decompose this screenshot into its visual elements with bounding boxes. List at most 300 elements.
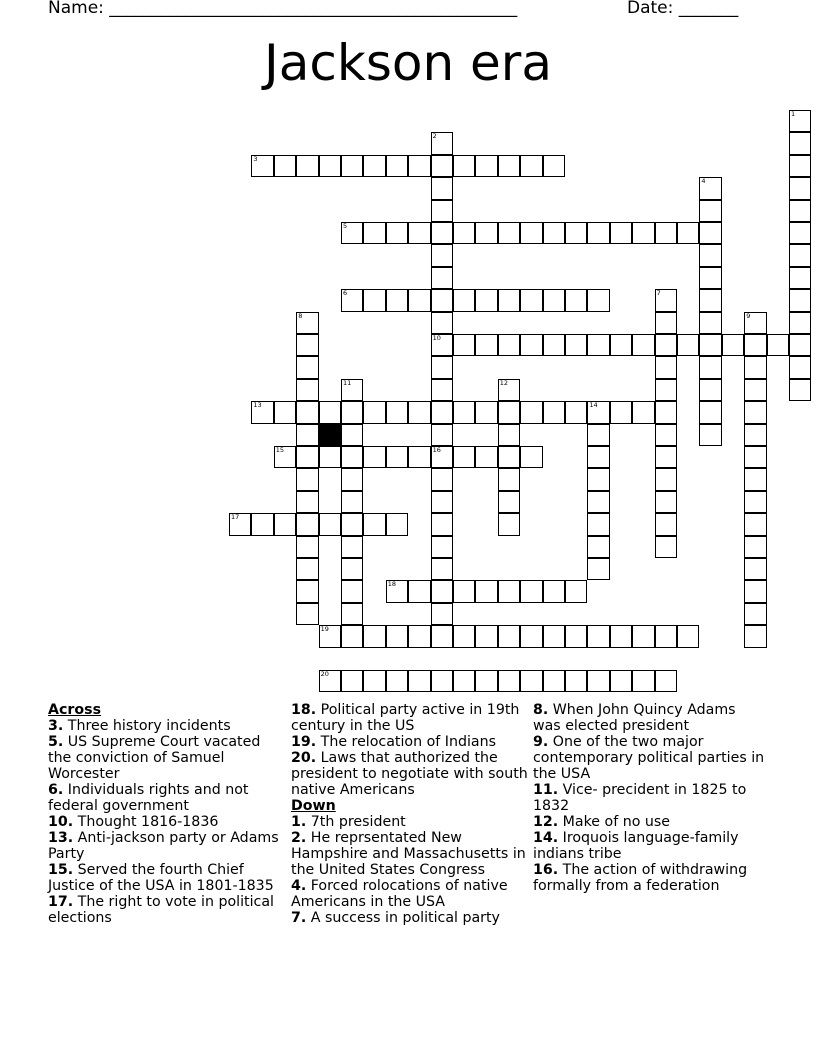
grid-cell[interactable] bbox=[655, 424, 677, 446]
cell-number: 14 bbox=[589, 401, 598, 410]
grid-cell[interactable] bbox=[655, 468, 677, 490]
clue-text: Forced rolocations of native Americans in the USA bbox=[291, 878, 508, 910]
grid-cell[interactable] bbox=[341, 603, 363, 625]
clue-text: The action of withdrawing formally from a federation bbox=[533, 862, 748, 894]
grid-cell[interactable] bbox=[475, 289, 497, 311]
grid-cell[interactable] bbox=[789, 200, 811, 222]
grid-cell[interactable] bbox=[431, 424, 453, 446]
grid-cell[interactable] bbox=[296, 513, 318, 535]
grid-cell[interactable] bbox=[251, 513, 273, 535]
grid-cell[interactable] bbox=[363, 222, 385, 244]
grid-cell[interactable] bbox=[789, 132, 811, 154]
grid-cell[interactable] bbox=[565, 625, 587, 647]
grid-cell[interactable] bbox=[744, 312, 766, 334]
grid-cell[interactable] bbox=[431, 513, 453, 535]
grid-cell[interactable] bbox=[520, 401, 542, 423]
grid-cell[interactable] bbox=[341, 424, 363, 446]
grid-cell[interactable] bbox=[677, 334, 699, 356]
grid-cell[interactable] bbox=[453, 334, 475, 356]
clue-item bbox=[291, 750, 529, 798]
grid-cell[interactable] bbox=[520, 625, 542, 647]
clue-item bbox=[291, 702, 529, 734]
clue-number: 18. bbox=[291, 702, 317, 718]
grid-cell[interactable] bbox=[363, 513, 385, 535]
grid-cell[interactable] bbox=[431, 132, 453, 154]
grid-cell[interactable] bbox=[699, 401, 721, 423]
grid-cell[interactable] bbox=[498, 580, 520, 602]
grid-cell[interactable] bbox=[431, 580, 453, 602]
grid-cell[interactable] bbox=[431, 670, 453, 692]
grid-cell[interactable] bbox=[610, 222, 632, 244]
grid-cell[interactable] bbox=[431, 334, 453, 356]
clue-number: 15. bbox=[48, 862, 74, 878]
grid-cell[interactable] bbox=[296, 379, 318, 401]
grid-cell[interactable] bbox=[498, 491, 520, 513]
clue-item bbox=[48, 718, 280, 734]
grid-cell[interactable] bbox=[431, 491, 453, 513]
clue-item bbox=[533, 702, 765, 734]
clue-item bbox=[48, 830, 280, 862]
grid-cell[interactable] bbox=[453, 580, 475, 602]
clue-number: 16. bbox=[533, 862, 559, 878]
grid-cell[interactable] bbox=[789, 289, 811, 311]
grid-cell[interactable] bbox=[341, 468, 363, 490]
grid-cell[interactable] bbox=[296, 491, 318, 513]
clue-number: 8. bbox=[533, 702, 549, 718]
grid-cell[interactable] bbox=[610, 334, 632, 356]
grid-cell[interactable] bbox=[341, 289, 363, 311]
clue-text: Anti-jackson party or Adams Party bbox=[48, 830, 279, 862]
grid-cell[interactable] bbox=[341, 625, 363, 647]
grid-cell[interactable] bbox=[520, 334, 542, 356]
grid-cell[interactable] bbox=[543, 222, 565, 244]
grid-cell[interactable] bbox=[498, 513, 520, 535]
grid-cell[interactable] bbox=[296, 424, 318, 446]
clue-text: Individuals rights and not federal government bbox=[48, 782, 249, 814]
grid-cell[interactable] bbox=[587, 513, 609, 535]
clue-number: 6. bbox=[48, 782, 64, 798]
grid-cell[interactable] bbox=[431, 379, 453, 401]
grid-cell[interactable] bbox=[431, 536, 453, 558]
grid-cell[interactable] bbox=[789, 334, 811, 356]
grid-cell[interactable] bbox=[655, 289, 677, 311]
grid-cell[interactable] bbox=[296, 446, 318, 468]
cell-number: 7 bbox=[656, 289, 661, 298]
clue-item bbox=[291, 830, 529, 878]
clue-text: Thought 1816-1836 bbox=[77, 814, 219, 830]
grid-cell[interactable] bbox=[341, 580, 363, 602]
grid-cell[interactable] bbox=[386, 670, 408, 692]
grid-cell[interactable] bbox=[632, 625, 654, 647]
clue-number: 14. bbox=[533, 830, 559, 846]
grid-cell[interactable] bbox=[744, 491, 766, 513]
grid-cell[interactable] bbox=[632, 334, 654, 356]
grid-cell[interactable] bbox=[744, 513, 766, 535]
grid-cell[interactable] bbox=[498, 222, 520, 244]
grid-cell[interactable] bbox=[699, 334, 721, 356]
grid-cell[interactable] bbox=[655, 446, 677, 468]
grid-cell[interactable] bbox=[341, 536, 363, 558]
grid-cell[interactable] bbox=[386, 155, 408, 177]
grid-cell[interactable] bbox=[453, 222, 475, 244]
grid-cell[interactable] bbox=[498, 446, 520, 468]
grid-cell[interactable] bbox=[498, 424, 520, 446]
grid-cell[interactable] bbox=[296, 334, 318, 356]
clue-text: 7th president bbox=[310, 814, 406, 830]
grid-cell[interactable] bbox=[543, 155, 565, 177]
clue-number: 11. bbox=[533, 782, 559, 798]
grid-cell[interactable] bbox=[789, 222, 811, 244]
grid-cell[interactable] bbox=[475, 222, 497, 244]
grid-cell[interactable] bbox=[475, 625, 497, 647]
cell-number: 8 bbox=[298, 311, 303, 320]
grid-cell[interactable] bbox=[677, 222, 699, 244]
cell-number: 2 bbox=[432, 132, 437, 141]
grid-cell[interactable] bbox=[789, 379, 811, 401]
grid-cell[interactable] bbox=[699, 379, 721, 401]
grid-cell[interactable] bbox=[744, 558, 766, 580]
grid-cell[interactable] bbox=[543, 580, 565, 602]
grid-cell[interactable] bbox=[655, 379, 677, 401]
clue-text: One of the two major contemporary political parties in the USA bbox=[533, 734, 765, 782]
grid-cell[interactable] bbox=[475, 401, 497, 423]
grid-cell[interactable] bbox=[789, 244, 811, 266]
grid-cell[interactable] bbox=[431, 625, 453, 647]
clue-item bbox=[291, 910, 529, 926]
grid-cell[interactable] bbox=[251, 155, 273, 177]
grid-cell[interactable] bbox=[520, 289, 542, 311]
clue-number: 2. bbox=[291, 830, 307, 846]
grid-cell[interactable] bbox=[789, 356, 811, 378]
clue-item bbox=[533, 814, 765, 830]
grid-cell[interactable] bbox=[587, 670, 609, 692]
grid-cell[interactable] bbox=[296, 356, 318, 378]
grid-cell[interactable] bbox=[319, 670, 341, 692]
grid-cell[interactable] bbox=[498, 468, 520, 490]
clue-item bbox=[533, 862, 765, 894]
grid-cell[interactable] bbox=[655, 670, 677, 692]
grid-cell[interactable] bbox=[408, 401, 430, 423]
grid-cell[interactable] bbox=[789, 312, 811, 334]
clue-number: 13. bbox=[48, 830, 74, 846]
across-clue-list bbox=[48, 718, 280, 926]
grid-cell[interactable] bbox=[431, 558, 453, 580]
grid-cell[interactable] bbox=[520, 155, 542, 177]
grid-cell[interactable] bbox=[587, 446, 609, 468]
grid-cell[interactable] bbox=[565, 670, 587, 692]
grid-cell[interactable] bbox=[587, 289, 609, 311]
grid-cell[interactable] bbox=[587, 424, 609, 446]
grid-cell[interactable] bbox=[319, 446, 341, 468]
grid-cell[interactable] bbox=[587, 468, 609, 490]
grid-cell[interactable] bbox=[386, 289, 408, 311]
grid-cell[interactable] bbox=[319, 401, 341, 423]
grid-cell[interactable] bbox=[587, 334, 609, 356]
grid-cell[interactable] bbox=[431, 200, 453, 222]
grid-cell[interactable] bbox=[587, 222, 609, 244]
grid-cell[interactable] bbox=[386, 401, 408, 423]
clue-text: US Supreme Court vacated the conviction of Samuel Worcester bbox=[48, 734, 261, 782]
grid-cell[interactable] bbox=[699, 244, 721, 266]
grid-cell[interactable] bbox=[767, 334, 789, 356]
grid-cell[interactable] bbox=[341, 491, 363, 513]
name-line: ________________________________________________ bbox=[109, 0, 518, 18]
grid-cell[interactable] bbox=[655, 356, 677, 378]
grid-cell[interactable] bbox=[520, 580, 542, 602]
grid-cell[interactable] bbox=[296, 558, 318, 580]
page-title: Jackson era bbox=[263, 34, 552, 92]
grid-cell[interactable] bbox=[789, 177, 811, 199]
grid-cell[interactable] bbox=[565, 334, 587, 356]
grid-cell[interactable] bbox=[543, 625, 565, 647]
grid-cell[interactable] bbox=[699, 312, 721, 334]
grid-cell[interactable] bbox=[498, 334, 520, 356]
grid-cell[interactable] bbox=[431, 356, 453, 378]
clue-text: Laws that authorized the president to negotiate with south native Americans bbox=[291, 750, 528, 798]
clue-number: 9. bbox=[533, 734, 549, 750]
grid-cell[interactable] bbox=[699, 200, 721, 222]
grid-cell[interactable] bbox=[296, 603, 318, 625]
grid-cell[interactable] bbox=[408, 155, 430, 177]
grid-cell[interactable] bbox=[587, 401, 609, 423]
grid-cell[interactable] bbox=[632, 670, 654, 692]
down-clue-list-continued bbox=[533, 702, 765, 894]
grid-cell[interactable] bbox=[363, 401, 385, 423]
grid-cell[interactable] bbox=[744, 424, 766, 446]
clue-item bbox=[533, 782, 765, 814]
name-label: Name: bbox=[48, 0, 104, 18]
grid-cell[interactable] bbox=[610, 401, 632, 423]
grid-cell[interactable] bbox=[386, 580, 408, 602]
grid-cell[interactable] bbox=[475, 155, 497, 177]
cell-number: 18 bbox=[387, 580, 397, 589]
grid-cell[interactable] bbox=[408, 580, 430, 602]
grid-cell[interactable] bbox=[475, 334, 497, 356]
cell-number: 1 bbox=[791, 110, 796, 118]
across-heading: Across bbox=[48, 702, 102, 718]
grid-cell[interactable] bbox=[408, 625, 430, 647]
clue-text: Make of no use bbox=[562, 814, 671, 830]
grid-cell[interactable] bbox=[431, 177, 453, 199]
grid-cell[interactable] bbox=[543, 670, 565, 692]
grid-cell[interactable] bbox=[677, 625, 699, 647]
grid-cell[interactable] bbox=[699, 356, 721, 378]
cell-number: 19 bbox=[320, 625, 329, 634]
grid-cell[interactable] bbox=[789, 155, 811, 177]
cell-number: 13 bbox=[253, 401, 262, 410]
grid-cell[interactable] bbox=[565, 401, 587, 423]
grid-cell[interactable] bbox=[431, 603, 453, 625]
grid-cell[interactable] bbox=[744, 334, 766, 356]
grid-cell[interactable] bbox=[453, 401, 475, 423]
down-heading: Down bbox=[291, 798, 336, 814]
grid-cell[interactable] bbox=[363, 155, 385, 177]
grid-cell[interactable] bbox=[341, 670, 363, 692]
grid-cell[interactable] bbox=[655, 491, 677, 513]
clue-item bbox=[533, 830, 765, 862]
black-cell bbox=[319, 424, 341, 446]
grid-cell[interactable] bbox=[274, 513, 296, 535]
grid-cell[interactable] bbox=[363, 289, 385, 311]
grid-cell[interactable] bbox=[744, 536, 766, 558]
grid-cell[interactable] bbox=[386, 446, 408, 468]
grid-cell[interactable] bbox=[699, 289, 721, 311]
grid-cell[interactable] bbox=[565, 222, 587, 244]
grid-cell[interactable] bbox=[408, 670, 430, 692]
grid-cell[interactable] bbox=[453, 446, 475, 468]
grid-cell[interactable] bbox=[386, 625, 408, 647]
grid-cell[interactable] bbox=[699, 267, 721, 289]
grid-cell[interactable] bbox=[744, 468, 766, 490]
grid-cell[interactable] bbox=[655, 513, 677, 535]
grid-cell[interactable] bbox=[632, 222, 654, 244]
grid-cell[interactable] bbox=[699, 222, 721, 244]
grid-cell[interactable] bbox=[431, 468, 453, 490]
grid-cell[interactable] bbox=[699, 424, 721, 446]
grid-cell[interactable] bbox=[789, 110, 811, 132]
grid-cell[interactable] bbox=[408, 446, 430, 468]
grid-cell[interactable] bbox=[229, 513, 251, 535]
grid-cell[interactable] bbox=[543, 401, 565, 423]
clue-number: 4. bbox=[291, 878, 307, 894]
grid-cell[interactable] bbox=[453, 289, 475, 311]
grid-cell[interactable] bbox=[498, 625, 520, 647]
grid-cell[interactable] bbox=[341, 513, 363, 535]
grid-cell[interactable] bbox=[363, 446, 385, 468]
grid-cell[interactable] bbox=[274, 155, 296, 177]
grid-cell[interactable] bbox=[296, 312, 318, 334]
grid-cell[interactable] bbox=[565, 580, 587, 602]
grid-cell[interactable] bbox=[431, 267, 453, 289]
cell-number: 4 bbox=[701, 177, 706, 186]
grid-cell[interactable] bbox=[744, 580, 766, 602]
grid-cell[interactable] bbox=[744, 625, 766, 647]
grid-cell[interactable] bbox=[520, 670, 542, 692]
grid-cell[interactable] bbox=[319, 625, 341, 647]
clue-number: 3. bbox=[48, 718, 64, 734]
grid-cell[interactable] bbox=[274, 401, 296, 423]
grid-cell[interactable] bbox=[587, 536, 609, 558]
clue-text: When John Quincy Adams was elected president bbox=[533, 702, 736, 734]
grid-cell[interactable] bbox=[251, 401, 273, 423]
across-clue-list-continued bbox=[291, 702, 529, 798]
grid-cell[interactable] bbox=[655, 334, 677, 356]
grid-cell[interactable] bbox=[296, 401, 318, 423]
grid-cell[interactable] bbox=[431, 222, 453, 244]
grid-cell[interactable] bbox=[699, 177, 721, 199]
clue-item bbox=[291, 814, 529, 830]
grid-cell[interactable] bbox=[744, 401, 766, 423]
grid-cell[interactable] bbox=[744, 356, 766, 378]
grid-cell[interactable] bbox=[274, 446, 296, 468]
down-clue-list bbox=[291, 814, 529, 926]
grid-cell[interactable] bbox=[319, 513, 341, 535]
grid-cell[interactable] bbox=[431, 312, 453, 334]
clue-item bbox=[291, 734, 529, 750]
grid-cell[interactable] bbox=[655, 401, 677, 423]
grid-cell[interactable] bbox=[475, 580, 497, 602]
clue-item bbox=[291, 878, 529, 910]
grid-cell[interactable] bbox=[453, 670, 475, 692]
clue-text: Three history incidents bbox=[67, 718, 231, 734]
clue-text: A success in political party bbox=[310, 910, 500, 926]
grid-cell[interactable] bbox=[453, 155, 475, 177]
grid-cell[interactable] bbox=[655, 625, 677, 647]
grid-cell[interactable] bbox=[632, 401, 654, 423]
grid-cell[interactable] bbox=[543, 289, 565, 311]
grid-cell[interactable] bbox=[296, 468, 318, 490]
clues-column-3 bbox=[533, 702, 765, 894]
cell-number: 3 bbox=[253, 154, 258, 163]
grid-cell[interactable] bbox=[386, 513, 408, 535]
grid-cell[interactable] bbox=[655, 312, 677, 334]
grid-cell[interactable] bbox=[744, 603, 766, 625]
grid-cell[interactable] bbox=[296, 580, 318, 602]
grid-cell[interactable] bbox=[431, 401, 453, 423]
grid-cell[interactable] bbox=[744, 446, 766, 468]
grid-cell[interactable] bbox=[341, 222, 363, 244]
cell-number: 20 bbox=[320, 670, 329, 678]
grid-cell[interactable] bbox=[319, 155, 341, 177]
grid-cell[interactable] bbox=[655, 222, 677, 244]
grid-cell[interactable] bbox=[610, 625, 632, 647]
clue-number: 12. bbox=[533, 814, 559, 830]
grid-cell[interactable] bbox=[408, 222, 430, 244]
grid-cell[interactable] bbox=[789, 267, 811, 289]
grid-cell[interactable] bbox=[408, 289, 430, 311]
grid-cell[interactable] bbox=[520, 222, 542, 244]
grid-cell[interactable] bbox=[744, 379, 766, 401]
grid-cell[interactable] bbox=[475, 446, 497, 468]
grid-cell[interactable] bbox=[431, 289, 453, 311]
grid-cell[interactable] bbox=[543, 334, 565, 356]
grid-cell[interactable] bbox=[431, 244, 453, 266]
cell-number: 6 bbox=[343, 289, 348, 298]
grid-cell[interactable] bbox=[341, 379, 363, 401]
grid-cell[interactable] bbox=[386, 222, 408, 244]
cell-number: 12 bbox=[499, 378, 509, 387]
clue-text: Served the fourth Chief Justice of the USA in 1801-1835 bbox=[48, 862, 274, 894]
grid-cell[interactable] bbox=[587, 491, 609, 513]
grid-cell[interactable] bbox=[363, 670, 385, 692]
grid-cell[interactable] bbox=[341, 155, 363, 177]
grid-cell[interactable] bbox=[341, 558, 363, 580]
grid-cell[interactable] bbox=[453, 625, 475, 647]
grid-cell[interactable] bbox=[341, 401, 363, 423]
grid-cell[interactable] bbox=[498, 670, 520, 692]
grid-cell[interactable] bbox=[587, 558, 609, 580]
grid-cell[interactable] bbox=[498, 379, 520, 401]
grid-cell[interactable] bbox=[498, 401, 520, 423]
grid-cell[interactable] bbox=[341, 446, 363, 468]
grid-cell[interactable] bbox=[431, 446, 453, 468]
grid-cell[interactable] bbox=[296, 155, 318, 177]
cell-number: 16 bbox=[432, 446, 441, 454]
grid-cell[interactable] bbox=[498, 155, 520, 177]
grid-cell[interactable] bbox=[565, 289, 587, 311]
grid-cell[interactable] bbox=[722, 334, 744, 356]
grid-cell[interactable] bbox=[498, 289, 520, 311]
grid-cell[interactable] bbox=[587, 625, 609, 647]
grid-cell[interactable] bbox=[520, 446, 542, 468]
cell-number: 15 bbox=[275, 446, 285, 454]
grid-cell[interactable] bbox=[475, 670, 497, 692]
grid-cell[interactable] bbox=[610, 670, 632, 692]
grid-cell[interactable] bbox=[431, 155, 453, 177]
grid-cell[interactable] bbox=[296, 536, 318, 558]
grid-cell[interactable] bbox=[363, 625, 385, 647]
grid-cell[interactable] bbox=[655, 536, 677, 558]
